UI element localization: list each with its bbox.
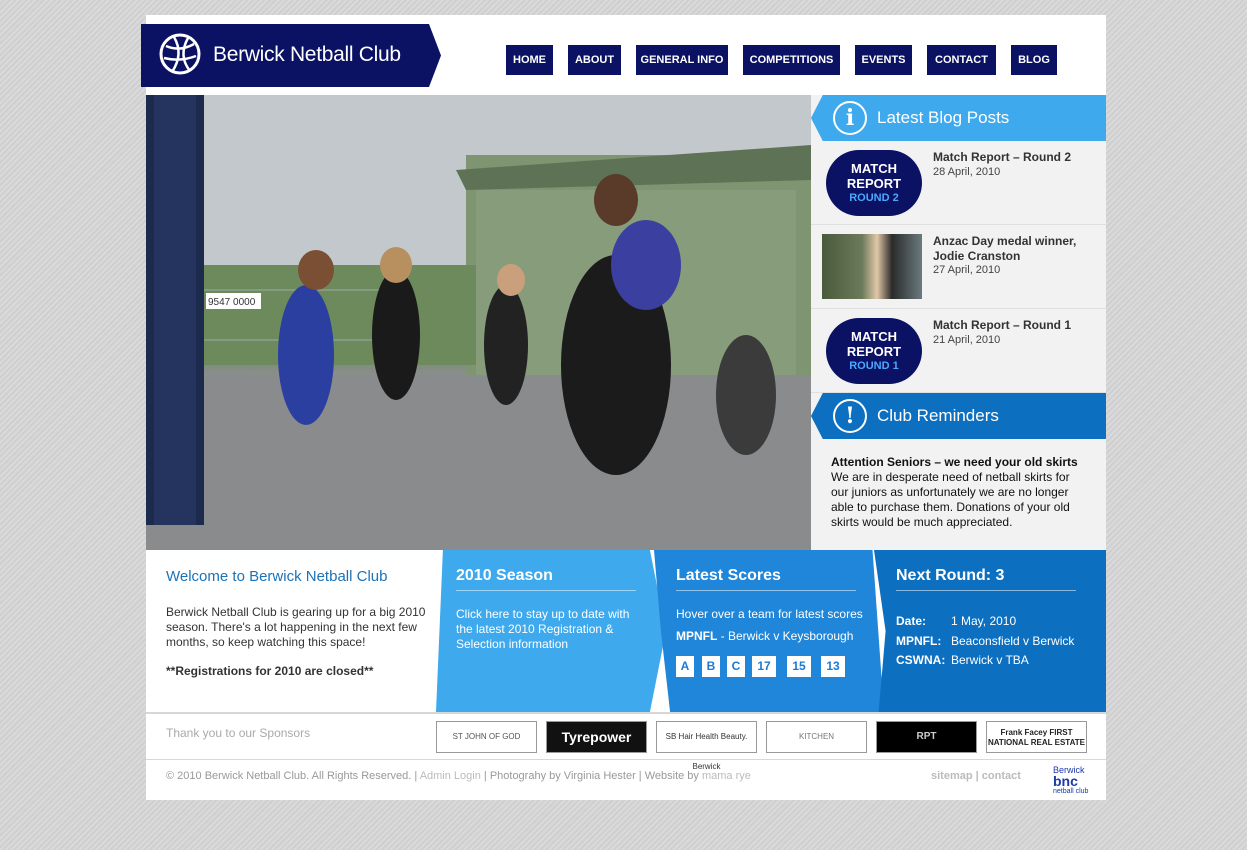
season-link[interactable]: Click here to stay up to date with the latest 2010 Registration & Selection information (456, 607, 630, 651)
page (146, 15, 1106, 800)
sponsor-frank-facey[interactable]: Frank Facey FIRST NATIONAL REAL ESTATE (986, 721, 1087, 753)
post-date: 28 April, 2010 (933, 166, 1001, 178)
blog-post[interactable] (811, 225, 1106, 309)
designer-link[interactable]: mama rye (701, 770, 751, 782)
nav-contact[interactable]: CONTACT (927, 45, 996, 75)
footer-links: sitemap | contact (931, 770, 1021, 782)
nav-about[interactable]: ABOUT (568, 45, 621, 75)
team-b-button[interactable]: B (702, 656, 720, 677)
next-round-panel: Next Round: 3 Date: 1 May, 2010 MPNFL: Beaconsfield v Berwick CSWNA: Berwick v TBA (874, 550, 1106, 712)
welcome-body: Berwick Netball Club is gearing up for a big 2010 season. There's a lot happening in the next few months, so keep watching this space! (166, 605, 426, 649)
post-date: 27 April, 2010 (933, 264, 1001, 276)
welcome-title: Welcome to Berwick Netball Club (166, 568, 388, 585)
post-date: 21 April, 2010 (933, 334, 1001, 346)
team-13-button[interactable]: 13 (821, 656, 845, 677)
next-round-title: Next Round: 3 (896, 567, 1076, 591)
team-15-button[interactable]: 15 (787, 656, 811, 677)
site-title: Berwick Netball Club (213, 43, 401, 66)
match-report-badge: MATCH REPORT ROUND 1 (826, 318, 922, 384)
nav-competitions[interactable]: COMPETITIONS (743, 45, 840, 75)
scores-title: Latest Scores (676, 567, 856, 591)
scores-match: MPNFL - Berwick v Keysborough (676, 629, 854, 643)
scores-panel (654, 550, 884, 712)
sidebar (811, 95, 1106, 550)
nav-blog[interactable]: BLOG (1011, 45, 1057, 75)
team-17-button[interactable]: 17 (752, 656, 776, 677)
info-band (146, 550, 1106, 712)
blog-header (811, 95, 1106, 141)
post-title[interactable]: Match Report – Round 2 (933, 150, 1072, 164)
nav-general-info[interactable]: GENERAL INFO (636, 45, 728, 75)
reminders-title: Club Reminders (877, 406, 999, 425)
sponsors-bar (146, 712, 1106, 771)
admin-login-link[interactable]: Admin Login (419, 770, 481, 782)
footer-logo[interactable]: Berwick bnc netball club (1053, 765, 1089, 795)
netball-match-photo (146, 95, 811, 550)
post-title[interactable]: Anzac Day medal winner, Jodie Cranston (933, 234, 1077, 263)
scores-hint: Hover over a team for latest scores (676, 607, 863, 621)
post-title[interactable]: Match Report – Round 1 (933, 318, 1072, 332)
blog-title: Latest Blog Posts (877, 108, 1010, 127)
match-report-badge: MATCH REPORT ROUND 2 (826, 150, 922, 216)
hero-sign-text: 9547 0000 (208, 297, 256, 308)
main-nav (146, 45, 1106, 75)
sponsor-kitchens[interactable]: KITCHEN (766, 721, 867, 753)
sponsor-rpt[interactable]: RPT (876, 721, 977, 753)
season-title: 2010 Season (456, 567, 636, 591)
reminder-heading: Attention Seniors – we need your old skirts (831, 455, 1078, 469)
nav-home[interactable]: HOME (506, 45, 553, 75)
contact-link[interactable]: contact (981, 770, 1021, 782)
reminder-body: We are in desperate need of netball skirts for our juniors as unfortunately we are no longer able to purchase them. Donations of your old skirts would be much appreciated. (831, 470, 1070, 529)
sponsor-st-john-of-god[interactable]: ST JOHN OF GOD (436, 721, 537, 753)
footer-text (166, 770, 751, 782)
season-panel[interactable] (436, 550, 666, 712)
sponsor-sb-hair[interactable]: SB Hair Health Beauty. Berwick (656, 721, 757, 753)
medal-winner-photo (822, 234, 922, 299)
hero-photo (146, 95, 811, 550)
info-icon: i (833, 101, 867, 135)
sponsor-tyrepower[interactable]: Tyrepower (546, 721, 647, 753)
team-c-button[interactable]: C (727, 656, 745, 677)
sponsors-label: Thank you to our Sponsors (166, 726, 311, 740)
alert-icon: ! (833, 399, 867, 433)
nav-events[interactable]: EVENTS (855, 45, 912, 75)
blog-post[interactable] (811, 309, 1106, 393)
registration-notice: **Registrations for 2010 are closed** (166, 664, 374, 678)
reminder-text (831, 455, 1086, 530)
team-a-button[interactable]: A (676, 656, 694, 677)
reminders-header (811, 393, 1106, 439)
sitemap-link[interactable]: sitemap (931, 770, 973, 782)
credits: | Photograhy by Virginia Hester | Website by (480, 770, 702, 782)
welcome-section (166, 568, 431, 679)
copyright: © 2010 Berwick Netball Club. All Rights Reserved. | (166, 770, 420, 782)
blog-post[interactable] (811, 141, 1106, 225)
